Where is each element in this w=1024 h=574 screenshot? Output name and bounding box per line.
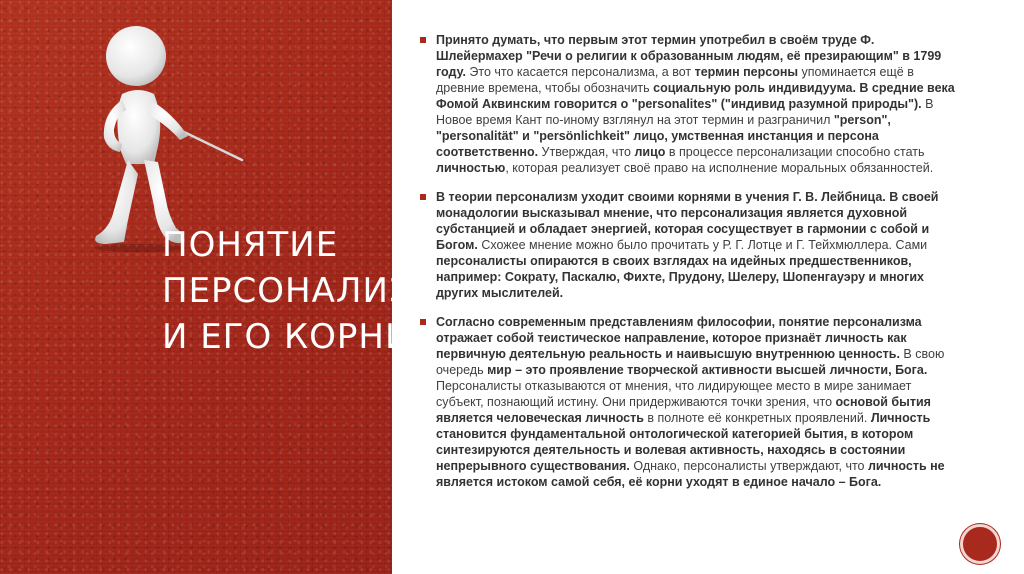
bold-text: Личность становится фундаментальной онтологической категорией бытия, в котором синтезируются деятельность и волевая активность, находясь в состоянии непрерывного существования. [436,411,931,473]
bold-text: "person", "personalität" и "persönlichkeit" лицо, умственная инстанция и персона соответственно. [436,113,891,159]
text-segment: в процессе персонализации способно стать [665,145,925,159]
bullet-paragraph [418,189,958,301]
text-segment: Персоналисты отказываются от мнения, что лидирующее место в мире занимает субъект, познающий истину. Они придерживаются точки зрения, что [436,379,912,409]
title-line: И ЕГО КОРНИ [162,317,412,357]
bold-text: основой бытия является человеческая личность [436,395,931,425]
text-segment: Однако, персоналисты утверждают, что [629,459,868,473]
text-segment: Это что касается персонализма, а вот [465,65,695,79]
text-segment: в полноте её конкретных проявлений. [643,411,871,425]
title-panel [0,0,443,574]
title-line: ПЕРСОНАЛИЗМ [162,271,443,311]
bold-text: лицо [634,145,666,159]
bold-text: термин персоны [694,65,799,79]
title-line: ПОНЯТИЕ [162,225,339,265]
text-segment: Схожее мнение можно было прочитать у Р. Г. Лотце и Г. Тейхмюллера. Сами [477,238,928,252]
slide-title [162,222,443,360]
text-segment: Утверждая, что [538,145,635,159]
bullet-paragraph [418,314,958,490]
bold-text: мир – это проявление творческой активности высшей личности, Бога. [487,363,928,377]
next-slide-button[interactable] [960,524,1000,564]
bold-text: В теории персонализм уходит своими корнями в учения Г. В. Лейбница. В своей монадологии высказывал мнение, что персонализация является духовной субстанцией и обладает энергией, которая сосуществует в гармонии с собой и Богом. [436,190,939,252]
bold-text: социальную роль индивидуума. В средние века Фомой Аквинским говорится о "personalites" ("индивид разумной природы"). [436,81,955,111]
bold-text: личностью [436,161,506,175]
text-segment: упоминается ещё в древние времена, чтобы обозначить [436,65,914,95]
text-segment: , которая реализует своё право на исполнение моральных обязанностей. [505,161,934,175]
bold-text: персоналисты опираются в своих взглядах на идейных предшественников, например: Сократу, Паскалю, Фихте, Прудону, Шелеру, Шопенгауэру и многих других мыслителей. [436,254,924,300]
bold-text: Принято думать, что первым этот термин употребил в своём труде Ф. Шлейермахер "Речи о религии к образованным людям, её презирающим" в 1799 году. [436,33,942,79]
stick-figure-with-pointer-icon [84,14,244,254]
bold-text: личность не является истоком самой себя, её корни уходят в единое начало – Бога. [436,459,945,489]
bold-text: Согласно современным представлениям философии, понятие персонализма отражает собой теистическое направление, которое признаёт личность как первичную деятельную реальность и наивысшую внутреннюю ценность. [436,315,922,361]
bullet-list [418,32,958,503]
text-segment: В свою очередь [436,347,945,377]
bullet-paragraph [418,32,958,176]
text-segment: В Новое время Кант по-иному взглянул на этот термин и разграничил [436,97,934,127]
